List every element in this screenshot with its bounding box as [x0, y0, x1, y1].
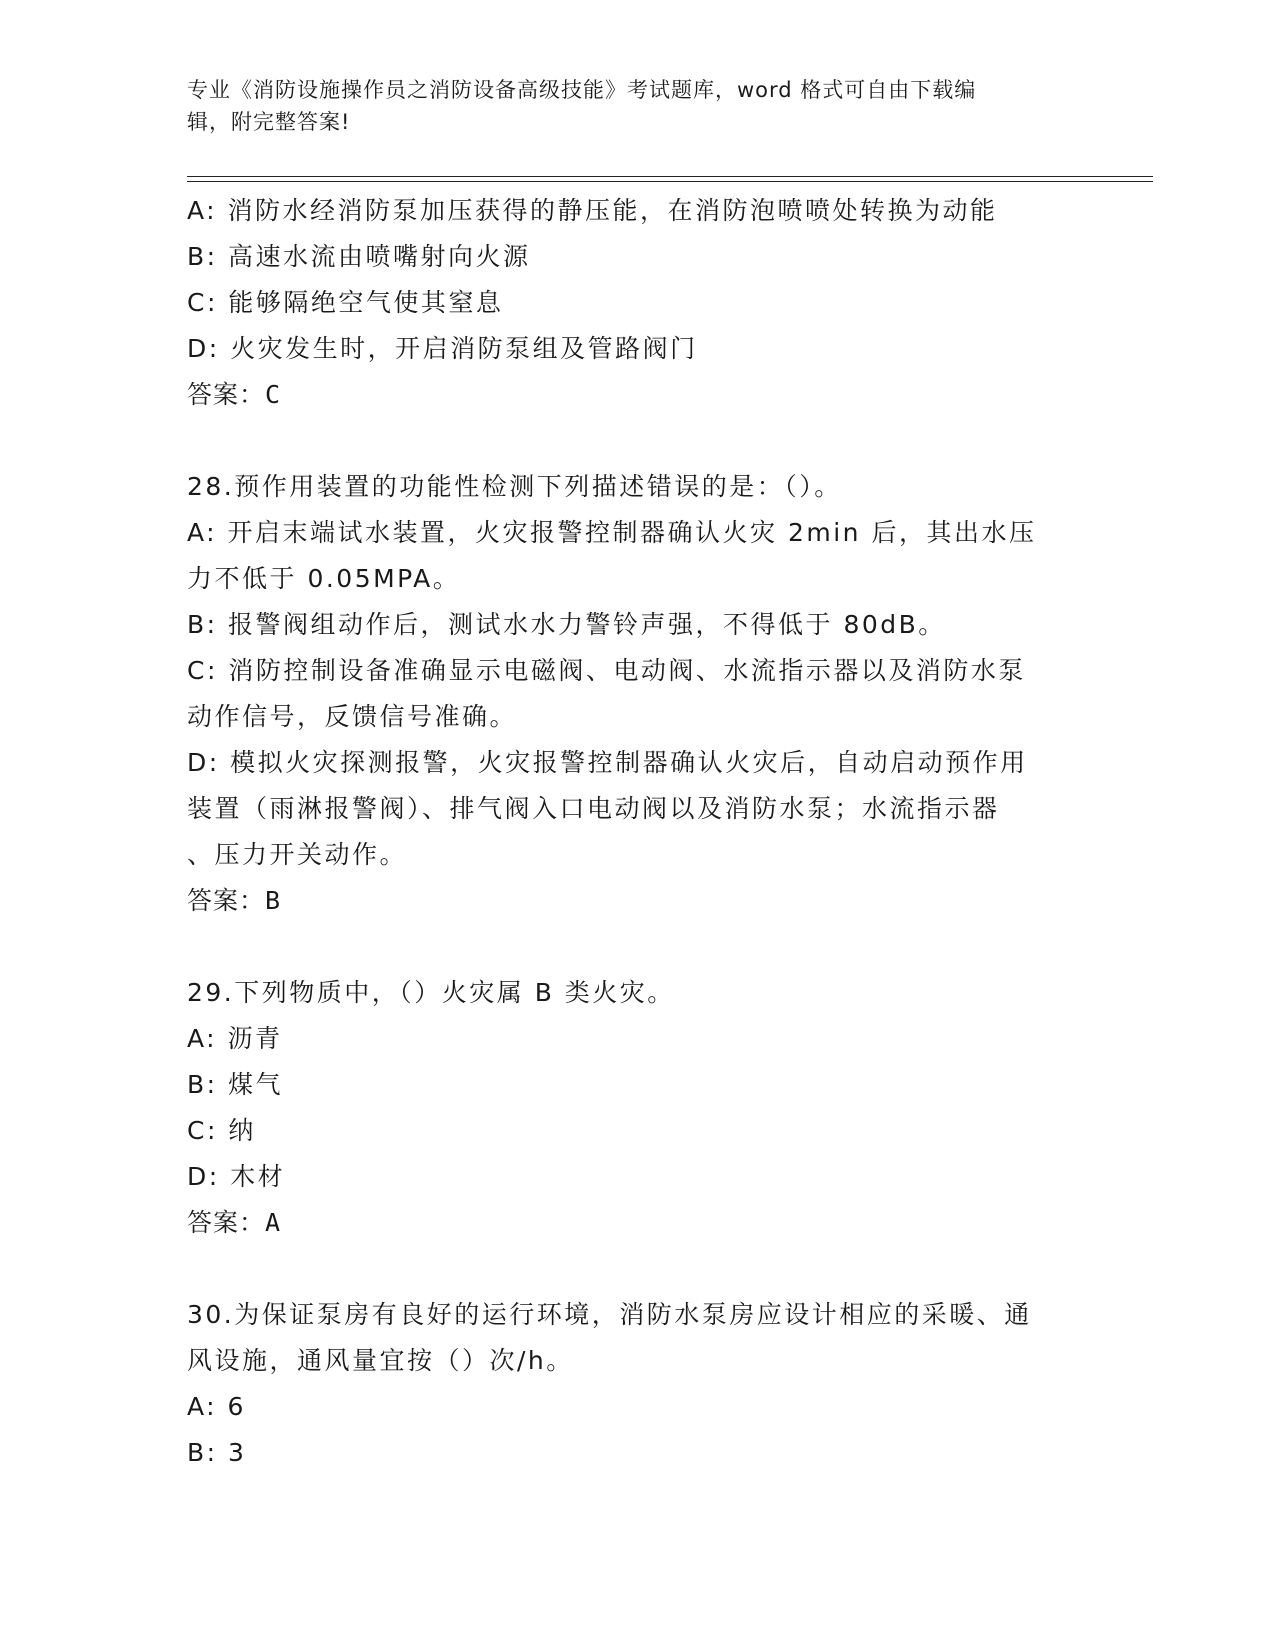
question-stem-line-2: 风设施，通风量宜按（）次/h。	[187, 1346, 574, 1375]
answer-line	[187, 878, 1077, 924]
option-a: A: 消防水经消防泵加压获得的静压能，在消防泡喷喷处转换为动能	[187, 196, 998, 225]
option-b: B: 报警阀组动作后，测试水水力警铃声强，不得低于 80dB。	[187, 610, 946, 639]
question-28	[187, 464, 1077, 924]
option-d-line-2: 装置（雨淋报警阀）、排气阀入口电动阀以及消防水泵；水流指示器	[187, 794, 1000, 823]
header-line-2: 辑，附完整答案!	[187, 110, 351, 134]
question-stem: 29.下列物质中，（）火灾属 B 类火灾。	[187, 978, 675, 1007]
option-d-line-3: 、压力开关动作。	[187, 840, 408, 869]
option-b: B: 煤气	[187, 1070, 284, 1099]
answer-label: 答案：	[187, 1208, 266, 1237]
header-divider-bottom	[187, 181, 1153, 182]
question-stem: 28.预作用装置的功能性检测下列描述错误的是：（）。	[187, 472, 842, 501]
option-c-line-1: C: 消防控制设备准确显示电磁阀、电动阀、水流指示器以及消防水泵	[187, 656, 1026, 685]
document-header	[187, 74, 1067, 138]
option-b: B: 高速水流由喷嘴射向火源	[187, 242, 531, 271]
answer-label: 答案：	[187, 886, 266, 915]
option-a-line-1: A: 开启末端试水装置，火灾报警控制器确认火灾 2min 后，其出水压	[187, 518, 1037, 547]
option-c: C: 能够隔绝空气使其窒息	[187, 288, 504, 317]
option-c-line-2: 动作信号，反馈信号准确。	[187, 702, 518, 731]
question-list	[187, 188, 1077, 1476]
answer-line	[187, 372, 1077, 418]
header-line-1: 专业《消防设施操作员之消防设备高级技能》考试题库，word 格式可自由下载编	[187, 78, 977, 102]
option-a-line-2: 力不低于 0.05MPA。	[187, 564, 461, 593]
option-d-line-1: D: 模拟火灾探测报警，火灾报警控制器确认火灾后，自动启动预作用	[187, 748, 1028, 777]
answer-value: B	[265, 886, 281, 915]
option-d: D: 木材	[187, 1162, 286, 1191]
answer-value: A	[265, 1208, 281, 1237]
option-b: B: 3	[187, 1438, 247, 1467]
question-30	[187, 1292, 1077, 1476]
question-stem-line-1: 30.为保证泵房有良好的运行环境，消防水泵房应设计相应的采暖、通	[187, 1300, 1032, 1329]
header-divider-top	[187, 176, 1153, 177]
option-a: A: 沥青	[187, 1024, 283, 1053]
option-a: A: 6	[187, 1392, 246, 1421]
question-27	[187, 188, 1077, 418]
option-d: D: 火灾发生时，开启消防泵组及管路阀门	[187, 334, 698, 363]
answer-line	[187, 1200, 1077, 1246]
answer-label: 答案：	[187, 380, 266, 409]
option-c: C: 纳	[187, 1116, 256, 1145]
answer-value: C	[265, 380, 281, 409]
question-29	[187, 970, 1077, 1246]
